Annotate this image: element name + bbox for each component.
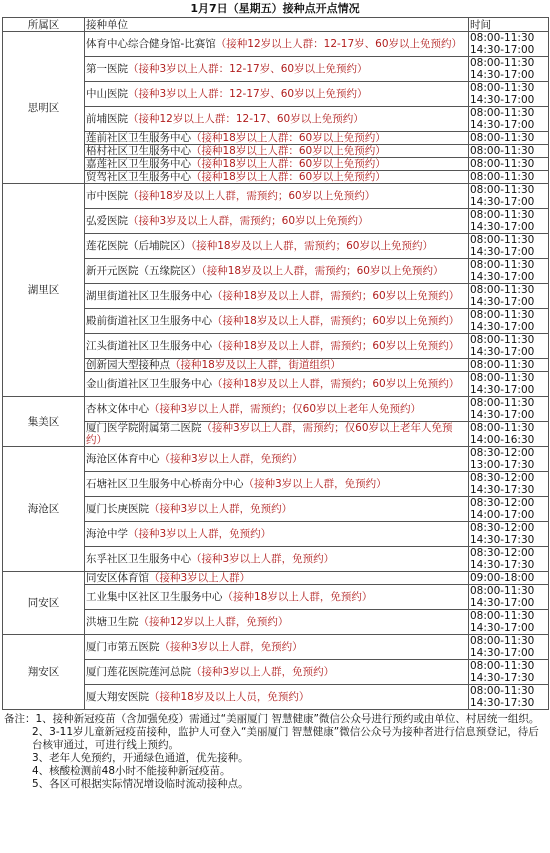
remark-5: 5、各区可根据实际情况增设临时流动接种点。 bbox=[32, 778, 249, 790]
time-cell bbox=[469, 57, 549, 82]
time-cell bbox=[469, 209, 549, 234]
time-cell bbox=[469, 660, 549, 685]
table-row bbox=[3, 234, 549, 259]
site-eligibility-note: （接种3岁以上人群：12-17岁、60岁以上免预约） bbox=[128, 63, 368, 75]
site-cell bbox=[85, 447, 469, 472]
table-row bbox=[3, 158, 549, 171]
time-slot: 08:30-12:00 bbox=[470, 547, 535, 559]
site-eligibility-note: （接种18岁及以上人群，需预约；60岁以上免预约） bbox=[212, 315, 460, 327]
time-slot: 14:30-17:30 bbox=[470, 559, 535, 571]
time-cell bbox=[469, 184, 549, 209]
site-name: 贸驾社区卫生服务中心 bbox=[86, 171, 191, 183]
time-slot: 08:30-12:00 bbox=[470, 447, 535, 459]
time-cell bbox=[469, 472, 549, 497]
time-slot: 14:30-17:00 bbox=[470, 384, 535, 396]
table-row bbox=[3, 522, 549, 547]
time-slot: 14:00-16:30 bbox=[470, 434, 535, 446]
site-eligibility-note: （接种18岁及以上人群，需预约；60岁以上免预约） bbox=[212, 340, 460, 352]
time-slot: 14:30-17:30 bbox=[470, 484, 535, 496]
table-row bbox=[3, 309, 549, 334]
site-cell bbox=[85, 472, 469, 497]
time-cell bbox=[469, 171, 549, 184]
table-row bbox=[3, 57, 549, 82]
site-name: 嘉莲社区卫生服务中心 bbox=[86, 158, 191, 170]
site-eligibility-note: （接种3岁以上人群，需预约；仅60岁以上老年人免预约） bbox=[149, 403, 422, 415]
time-cell bbox=[469, 284, 549, 309]
time-cell bbox=[469, 585, 549, 610]
site-name: 海沧中学 bbox=[86, 528, 128, 540]
time-cell bbox=[469, 497, 549, 522]
site-name: 厦门医学院附属第二医院 bbox=[86, 422, 202, 434]
site-cell bbox=[85, 158, 469, 171]
site-cell bbox=[85, 184, 469, 209]
time-slot: 14:30-17:30 bbox=[470, 672, 535, 684]
site-name: 江头街道社区卫生服务中心 bbox=[86, 340, 212, 352]
table-row bbox=[3, 359, 549, 372]
time-slot: 14:30-17:00 bbox=[470, 44, 535, 56]
time-slot: 14:00-17:00 bbox=[470, 509, 535, 521]
site-eligibility-note: （接种3岁以上人群，免预约） bbox=[128, 528, 272, 540]
time-slot: 14:30-17:00 bbox=[470, 196, 535, 208]
site-cell bbox=[85, 259, 469, 284]
table-row bbox=[3, 284, 549, 309]
table-header-row bbox=[3, 18, 549, 32]
site-name: 金山街道社区卫生服务中心 bbox=[86, 378, 212, 390]
district-name: 湖里区 bbox=[3, 184, 85, 397]
table-row bbox=[3, 259, 549, 284]
time-cell bbox=[469, 522, 549, 547]
time-slot: 14:30-17:30 bbox=[470, 534, 535, 546]
site-eligibility-note: （接种3岁以上人群，免预约） bbox=[243, 478, 387, 490]
time-slot: 08:00-11:30 bbox=[470, 422, 535, 434]
site-name: 湖里街道社区卫生服务中心 bbox=[86, 290, 212, 302]
time-cell bbox=[469, 372, 549, 397]
site-cell bbox=[85, 284, 469, 309]
table-body bbox=[3, 32, 549, 710]
time-cell bbox=[469, 309, 549, 334]
time-slot: 14:30-17:00 bbox=[470, 409, 535, 421]
site-eligibility-note: （接种18岁及以上人群，需预约；60岁以上免预约） bbox=[201, 265, 444, 277]
time-slot: 14:30-17:00 bbox=[470, 271, 535, 283]
site-name: 莲前社区卫生服务中心 bbox=[86, 132, 191, 144]
table-row bbox=[3, 32, 549, 57]
site-name: 东孚社区卫生服务中心 bbox=[86, 553, 191, 565]
site-eligibility-note: （接种3岁以上人群，需预约；仅60岁以上老年人免预约） bbox=[86, 422, 453, 446]
site-eligibility-note: （接种3岁以上人群，免预约） bbox=[191, 553, 335, 565]
time-slot: 13:00-17:30 bbox=[470, 459, 535, 471]
time-cell bbox=[469, 32, 549, 57]
time-cell bbox=[469, 259, 549, 284]
site-eligibility-note: （接种18岁及以上人群，需预约；60岁以上免预约） bbox=[191, 240, 433, 252]
site-cell bbox=[85, 685, 469, 710]
site-eligibility-note: （接种3岁以上人群，免预约） bbox=[159, 453, 303, 465]
site-eligibility-note: （接种12岁以上人群：12-17、60岁以上免预约） bbox=[128, 113, 364, 125]
site-name: 莲花医院（后埔院区） bbox=[86, 240, 191, 252]
time-slot: 08:00-11:30 bbox=[470, 660, 535, 672]
site-name: 创新园大型接种点 bbox=[86, 359, 170, 371]
site-eligibility-note: （接种3岁以上人群，免预约） bbox=[149, 503, 293, 515]
site-name: 石塘社区卫生服务中心桥南分中心 bbox=[86, 478, 244, 490]
header-site: 接种单位 bbox=[85, 18, 469, 32]
site-eligibility-note: （接种18岁及以上人群，需预约；60岁以上免预约） bbox=[212, 290, 460, 302]
time-slot: 14:30-17:00 bbox=[470, 647, 535, 659]
table-row bbox=[3, 585, 549, 610]
time-slot: 08:00-11:30 bbox=[470, 158, 535, 170]
table-row bbox=[3, 107, 549, 132]
site-eligibility-note: （接种12岁以上人群，免预约） bbox=[138, 616, 289, 628]
time-slot: 08:00-11:30 bbox=[470, 284, 535, 296]
time-slot: 08:00-11:30 bbox=[470, 32, 535, 44]
time-cell bbox=[469, 547, 549, 572]
site-name: 海沧区体育中心 bbox=[86, 453, 160, 465]
site-cell bbox=[85, 57, 469, 82]
time-slot: 08:00-11:30 bbox=[470, 610, 535, 622]
time-cell bbox=[469, 334, 549, 359]
site-eligibility-note: （接种18岁以上人群：60岁以上免预约） bbox=[191, 158, 386, 170]
time-slot: 08:00-11:30 bbox=[470, 334, 535, 346]
table-row bbox=[3, 372, 549, 397]
site-eligibility-note: （接种3岁以上人群） bbox=[149, 572, 251, 584]
site-eligibility-note: （接种18岁以上人群：60岁以上免预约） bbox=[191, 171, 386, 183]
table-row bbox=[3, 184, 549, 209]
time-slot: 14:30-17:00 bbox=[470, 246, 535, 258]
site-cell bbox=[85, 234, 469, 259]
remark-3: 3、老年人免预约，开通绿色通道，优先接种。 bbox=[32, 752, 249, 764]
time-slot: 08:00-11:30 bbox=[470, 309, 535, 321]
site-name: 厦门莲花医院莲河总院 bbox=[86, 666, 191, 678]
table-row bbox=[3, 334, 549, 359]
site-eligibility-note: （接种18岁及以上人群，需预约；60岁以上免预约） bbox=[128, 190, 376, 202]
header-time: 时间 bbox=[469, 18, 549, 32]
time-slot: 09:00-18:00 bbox=[470, 572, 535, 584]
time-slot: 08:00-11:30 bbox=[470, 585, 535, 597]
time-slot: 08:00-11:30 bbox=[470, 209, 535, 221]
time-slot: 14:30-17:00 bbox=[470, 597, 535, 609]
time-cell bbox=[469, 397, 549, 422]
time-cell bbox=[469, 107, 549, 132]
time-slot: 08:00-11:30 bbox=[470, 234, 535, 246]
site-eligibility-note: （接种3岁以上人群，免预约） bbox=[191, 666, 335, 678]
time-slot: 08:00-11:30 bbox=[470, 171, 535, 183]
table-row bbox=[3, 209, 549, 234]
time-cell bbox=[469, 145, 549, 158]
time-slot: 08:00-11:30 bbox=[470, 82, 535, 94]
time-slot: 08:30-12:00 bbox=[470, 472, 535, 484]
site-eligibility-note: （接种3岁以上人群：12-17岁、60岁以上免预约） bbox=[128, 88, 368, 100]
site-name: 弘爱医院 bbox=[86, 215, 128, 227]
vaccination-schedule-table bbox=[2, 17, 549, 710]
table-row bbox=[3, 572, 549, 585]
site-cell bbox=[85, 572, 469, 585]
district-name: 集美区 bbox=[3, 397, 85, 447]
site-eligibility-note: （接种12岁以上人群：12-17岁、60岁以上免预约） bbox=[215, 38, 463, 50]
time-cell bbox=[469, 572, 549, 585]
site-eligibility-note: （接种18岁及以上人员，免预约） bbox=[149, 691, 310, 703]
site-eligibility-note: （接种18岁及以上人群，需预约；60岁以上免预约） bbox=[212, 378, 460, 390]
time-cell bbox=[469, 359, 549, 372]
time-slot: 14:30-17:00 bbox=[470, 69, 535, 81]
table-row bbox=[3, 397, 549, 422]
site-cell bbox=[85, 660, 469, 685]
time-cell bbox=[469, 447, 549, 472]
site-eligibility-note: （接种3岁及以上人群，需预约；60岁以上免预约） bbox=[128, 215, 369, 227]
page-title: 1月7日（星期五）接种点开点情况 bbox=[190, 2, 360, 15]
site-name: 市中医院 bbox=[86, 190, 128, 202]
time-slot: 08:00-11:30 bbox=[470, 685, 535, 697]
site-name: 工业集中区社区卫生服务中心 bbox=[86, 591, 223, 603]
site-cell bbox=[85, 522, 469, 547]
site-eligibility-note: （接种3岁以上人群，免预约） bbox=[159, 641, 303, 653]
table-row bbox=[3, 610, 549, 635]
table-row bbox=[3, 685, 549, 710]
time-slot: 08:00-11:30 bbox=[470, 132, 535, 144]
table-row bbox=[3, 145, 549, 158]
remark-1: 备注：1、接种新冠疫苗（含加强免疫）需通过“美丽厦门 智慧健康”微信公众号进行预约或由单位、村居统一组织。 bbox=[4, 713, 540, 725]
time-slot: 08:00-11:30 bbox=[470, 184, 535, 196]
site-cell bbox=[85, 610, 469, 635]
time-slot: 14:30-17:00 bbox=[470, 94, 535, 106]
time-slot: 08:00-11:30 bbox=[470, 397, 535, 409]
site-cell bbox=[85, 397, 469, 422]
table-row bbox=[3, 82, 549, 107]
site-name: 梧村社区卫生服务中心 bbox=[86, 145, 191, 157]
table-row bbox=[3, 132, 549, 145]
table-row bbox=[3, 472, 549, 497]
time-cell bbox=[469, 685, 549, 710]
site-name: 新开元医院（五缘院区） bbox=[86, 265, 202, 277]
time-cell bbox=[469, 422, 549, 447]
site-name: 第一医院 bbox=[86, 63, 128, 75]
table-row bbox=[3, 497, 549, 522]
site-cell bbox=[85, 145, 469, 158]
district-name: 思明区 bbox=[3, 32, 85, 184]
time-cell bbox=[469, 158, 549, 171]
time-slot: 08:00-11:30 bbox=[470, 259, 535, 271]
site-eligibility-note: （接种18岁以上人群：60岁以上免预约） bbox=[191, 145, 386, 157]
site-cell bbox=[85, 585, 469, 610]
time-slot: 08:00-11:30 bbox=[470, 372, 535, 384]
site-name: 洪塘卫生院 bbox=[86, 616, 139, 628]
time-cell bbox=[469, 82, 549, 107]
district-name: 海沧区 bbox=[3, 447, 85, 572]
time-slot: 14:30-17:00 bbox=[470, 321, 535, 333]
time-cell bbox=[469, 234, 549, 259]
table-row bbox=[3, 422, 549, 447]
district-name: 同安区 bbox=[3, 572, 85, 635]
site-cell bbox=[85, 132, 469, 145]
time-slot: 08:00-11:30 bbox=[470, 635, 535, 647]
site-eligibility-note: （接种18岁及以上人群，街道组织） bbox=[170, 359, 341, 371]
site-name: 体育中心综合健身馆-比赛馆 bbox=[86, 38, 216, 50]
table-row bbox=[3, 447, 549, 472]
site-name: 同安区体育馆 bbox=[86, 572, 149, 584]
site-name: 前埔医院 bbox=[86, 113, 128, 125]
header-district: 所属区 bbox=[3, 18, 85, 32]
table-row bbox=[3, 547, 549, 572]
site-eligibility-note: （接种18岁以上人群：60岁以上免预约） bbox=[191, 132, 386, 144]
site-cell bbox=[85, 372, 469, 397]
site-name: 中山医院 bbox=[86, 88, 128, 100]
site-cell bbox=[85, 497, 469, 522]
site-cell bbox=[85, 334, 469, 359]
site-eligibility-note: （接种18岁以上人群，免预约） bbox=[222, 591, 373, 603]
time-cell bbox=[469, 635, 549, 660]
site-cell bbox=[85, 547, 469, 572]
time-slot: 08:30-12:00 bbox=[470, 522, 535, 534]
site-cell bbox=[85, 107, 469, 132]
time-slot: 14:30-17:00 bbox=[470, 622, 535, 634]
site-name: 殿前街道社区卫生服务中心 bbox=[86, 315, 212, 327]
remark-4: 4、核酸检测前48小时不能接种新冠疫苗。 bbox=[32, 765, 231, 777]
site-cell bbox=[85, 171, 469, 184]
time-slot: 08:00-11:30 bbox=[470, 359, 535, 371]
table-row bbox=[3, 660, 549, 685]
time-slot: 08:30-12:00 bbox=[470, 497, 535, 509]
time-slot: 14:30-17:00 bbox=[470, 221, 535, 233]
district-name: 翔安区 bbox=[3, 635, 85, 710]
time-cell bbox=[469, 132, 549, 145]
site-cell bbox=[85, 635, 469, 660]
time-slot: 14:30-17:00 bbox=[470, 296, 535, 308]
remark-2: 2、3-11岁儿童新冠疫苗接种，监护人可登入“美丽厦门 智慧健康”微信公众号为接种者进行信息预登记，待后台核审通过，可进行线上预约。 bbox=[32, 726, 539, 751]
site-cell bbox=[85, 359, 469, 372]
time-slot: 14:30-17:00 bbox=[470, 119, 535, 131]
site-name: 厦门长庚医院 bbox=[86, 503, 149, 515]
time-slot: 08:00-11:30 bbox=[470, 57, 535, 69]
time-slot: 08:00-11:30 bbox=[470, 145, 535, 157]
site-cell bbox=[85, 422, 469, 447]
time-cell bbox=[469, 610, 549, 635]
time-slot: 14:30-17:30 bbox=[470, 697, 535, 709]
site-name: 厦大翔安医院 bbox=[86, 691, 149, 703]
site-cell bbox=[85, 32, 469, 57]
site-cell bbox=[85, 309, 469, 334]
table-row bbox=[3, 635, 549, 660]
remarks bbox=[4, 713, 548, 791]
table-row bbox=[3, 171, 549, 184]
time-slot: 14:30-17:00 bbox=[470, 346, 535, 358]
site-name: 杏林文体中心 bbox=[86, 403, 149, 415]
site-cell bbox=[85, 82, 469, 107]
site-name: 厦门市第五医院 bbox=[86, 641, 160, 653]
time-slot: 08:00-11:30 bbox=[470, 107, 535, 119]
site-cell bbox=[85, 209, 469, 234]
